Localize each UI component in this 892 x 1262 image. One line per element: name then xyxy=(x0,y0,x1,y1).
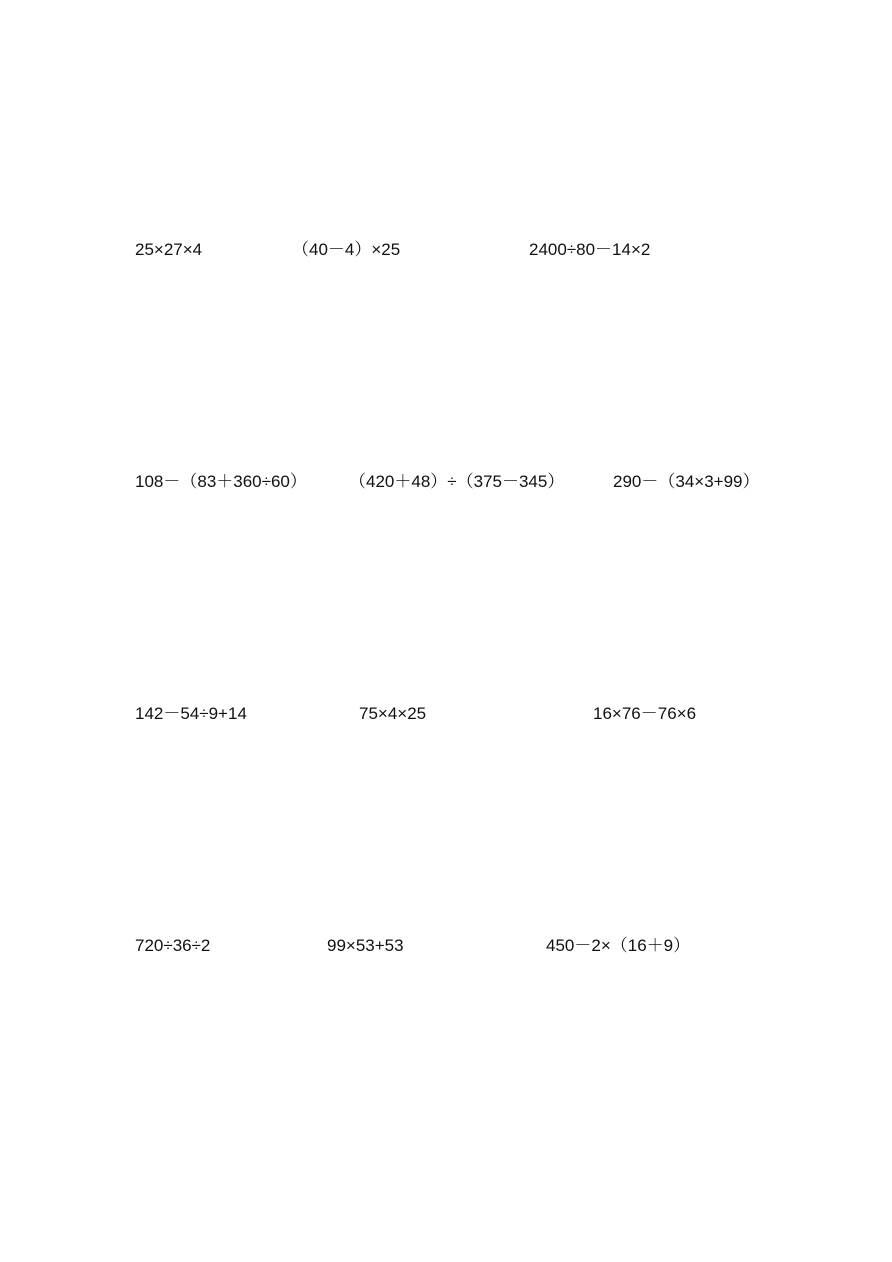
math-expression: 25×27×4 xyxy=(135,240,203,259)
math-expression: （420＋48）÷（375－345） xyxy=(349,472,565,491)
math-expression: 99×53+53 xyxy=(327,936,404,955)
math-expression: 2400÷80－14×2 xyxy=(529,240,651,259)
math-expression: 290－（34×3+99） xyxy=(613,472,760,491)
math-expression: 108－（83＋360÷60） xyxy=(135,472,307,491)
math-expression: 75×4×25 xyxy=(359,704,427,723)
math-expression: 450－2×（16＋9） xyxy=(546,936,691,955)
math-expression: 16×76－76×6 xyxy=(593,704,697,723)
math-expression: 142－54÷9+14 xyxy=(135,704,247,723)
math-expression: 720÷36÷2 xyxy=(135,936,211,955)
math-expression: （40－4）×25 xyxy=(292,240,401,259)
